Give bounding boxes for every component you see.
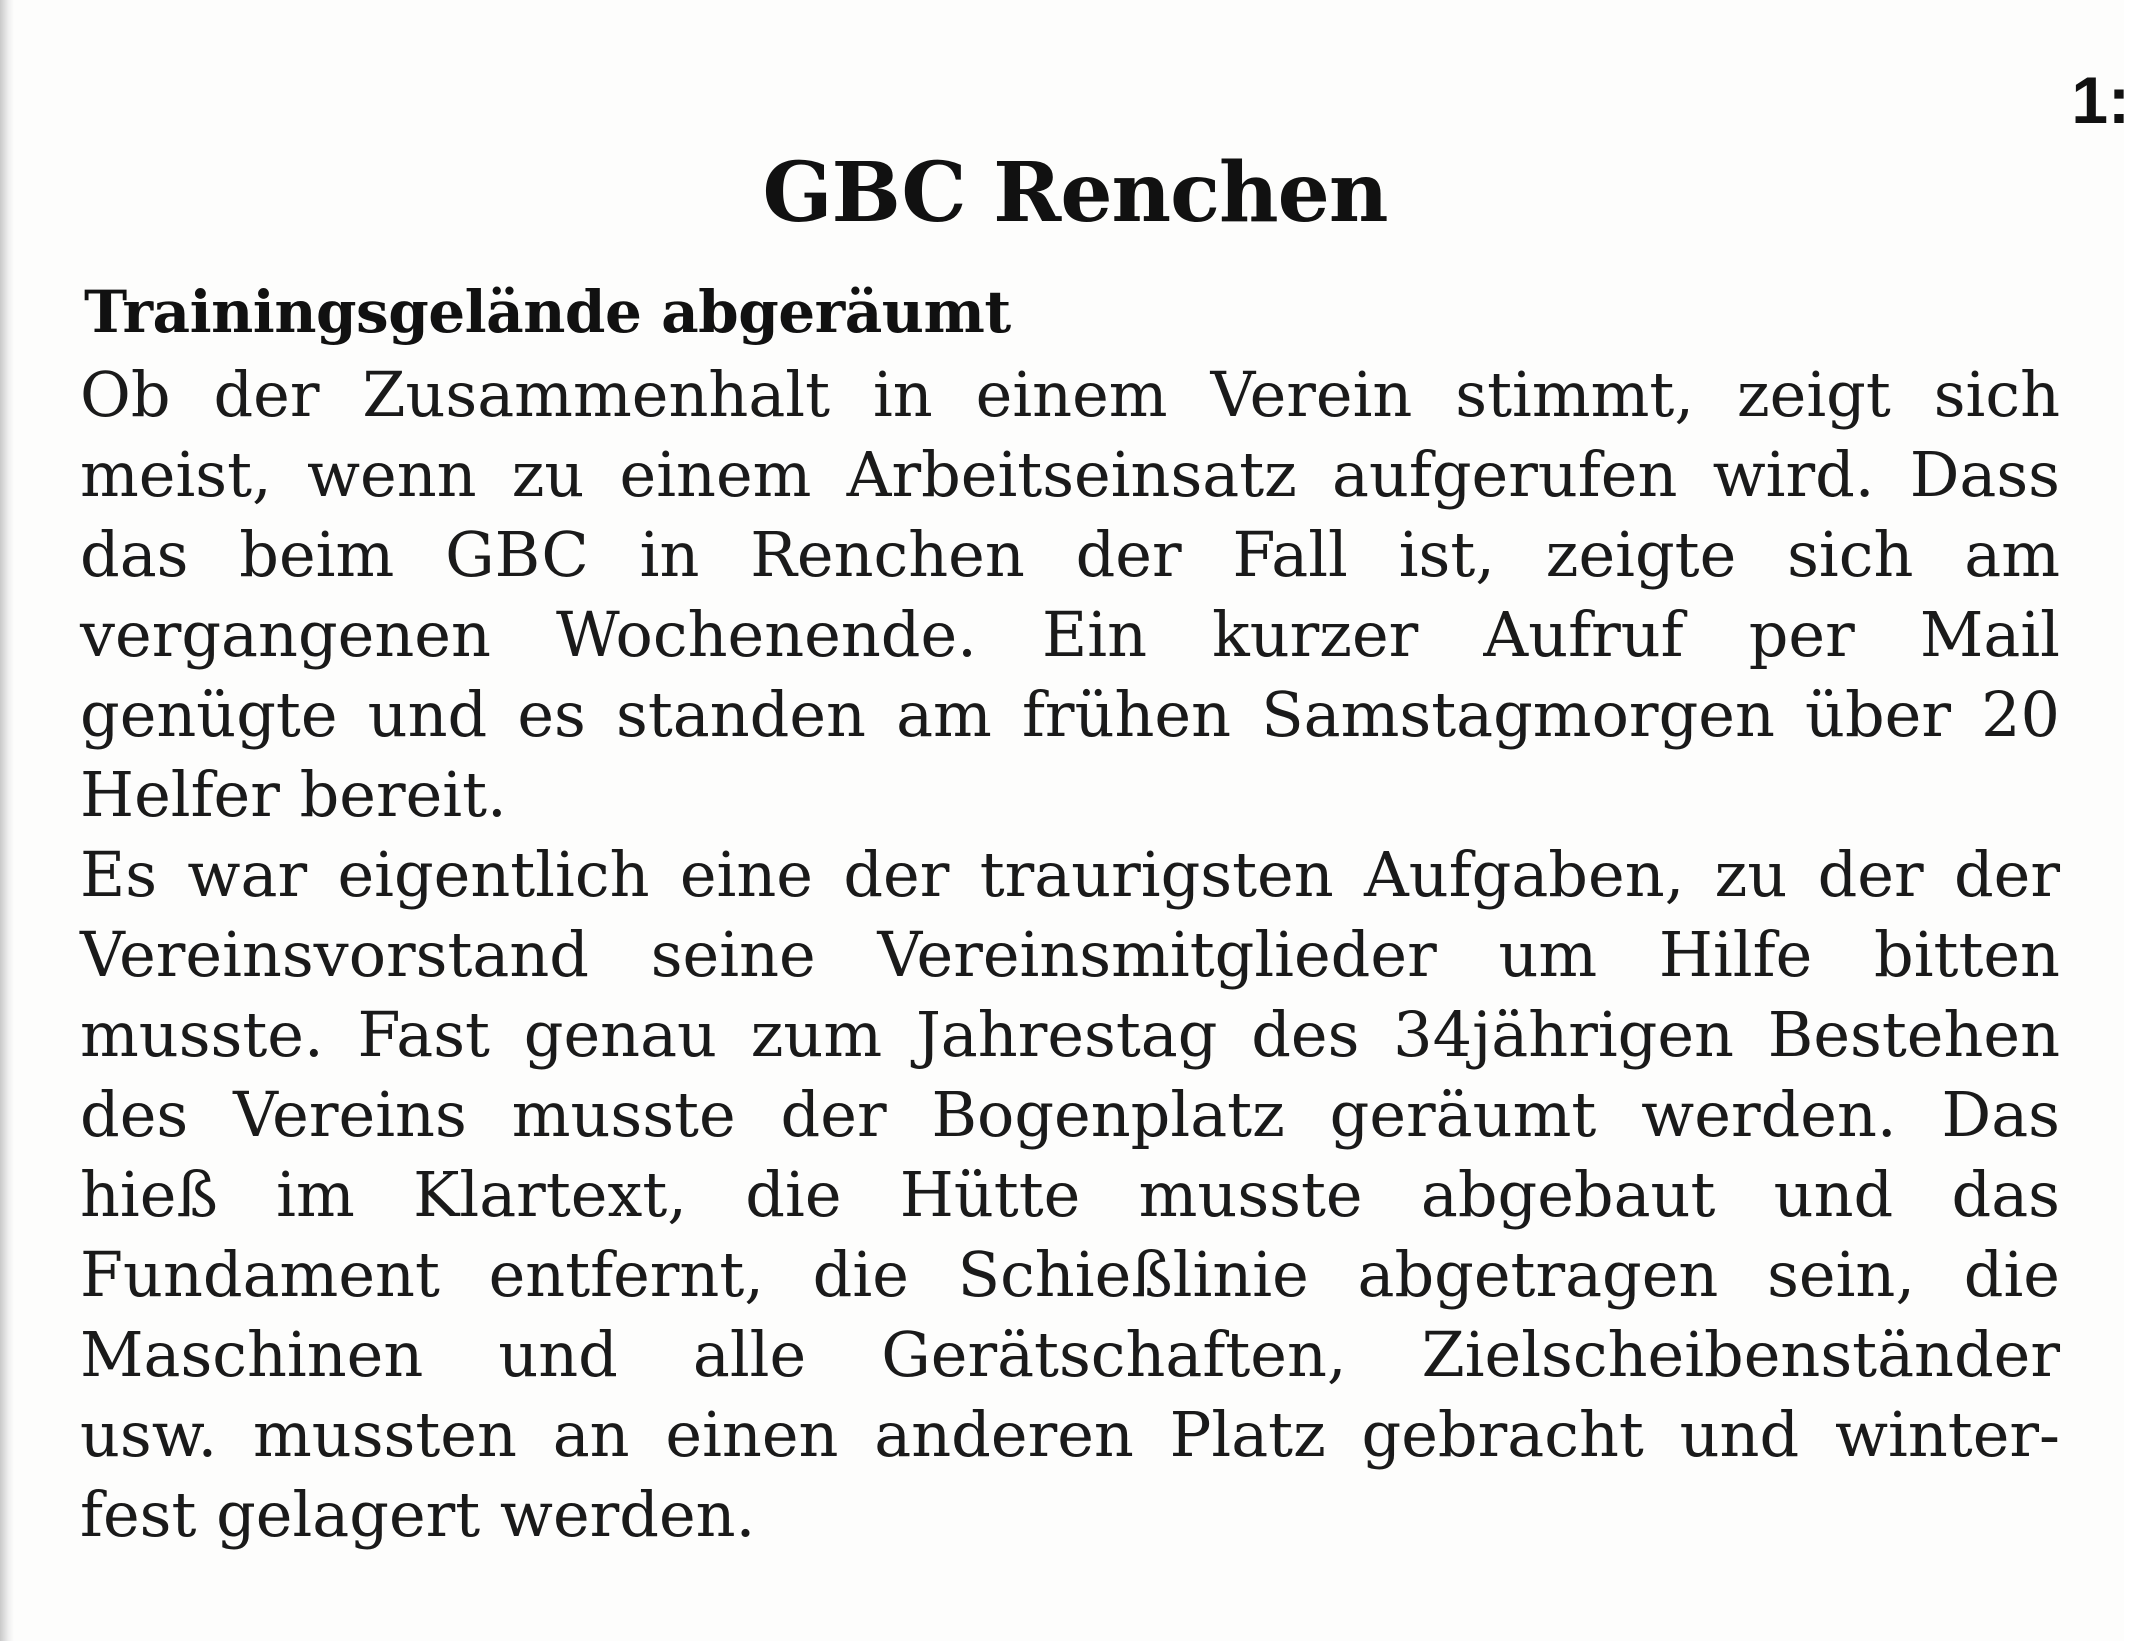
text-line: hieß im Klartext, die Hütte musste abgebaut und das [80, 1158, 2060, 1231]
page-number: 1: [2071, 63, 2130, 137]
text-line: Ob der Zusammenhalt in einem Verein stimmt, zeigt sich [80, 358, 2060, 431]
text-line: genügte und es standen am frühen Samstagmorgen über 20 [80, 678, 2060, 751]
text-line: Helfer bereit. [80, 758, 507, 831]
paragraph-2 [80, 835, 2060, 1555]
text-line: Vereinsvorstand seine Vereinsmitglieder um Hilfe bitten [80, 918, 2060, 991]
paragraph-1 [80, 355, 2060, 835]
text-line: Es war eigentlich eine der traurigsten Aufgaben, zu der der [80, 838, 2060, 911]
text-line: das beim GBC in Renchen der Fall ist, zeigte sich am [80, 518, 2060, 591]
text-line: usw. mussten an einen anderen Platz gebracht und winter- [80, 1398, 2060, 1471]
text-line: musste. Fast genau zum Jahrestag des 34jährigen Bestehen [80, 998, 2060, 1071]
scan-edge [0, 0, 14, 1641]
text-line: meist, wenn zu einem Arbeitseinsatz aufgerufen wird. Dass [80, 438, 2060, 511]
text-line: Maschinen und alle Gerätschaften, Zielscheibenständer [80, 1318, 2060, 1391]
article-title: GBC Renchen [762, 145, 1388, 241]
article-body [80, 355, 2060, 1555]
text-line: vergangenen Wochenende. Ein kurzer Aufruf per Mail [80, 598, 2060, 671]
text-line: fest gelagert werden. [80, 1478, 756, 1551]
text-line: des Vereins musste der Bogenplatz geräumt werden. Das [80, 1078, 2060, 1151]
text-line: Fundament entfernt, die Schießlinie abgetragen sein, die [80, 1238, 2060, 1311]
article-subtitle: Trainingsgelände abgeräumt [84, 278, 1011, 346]
